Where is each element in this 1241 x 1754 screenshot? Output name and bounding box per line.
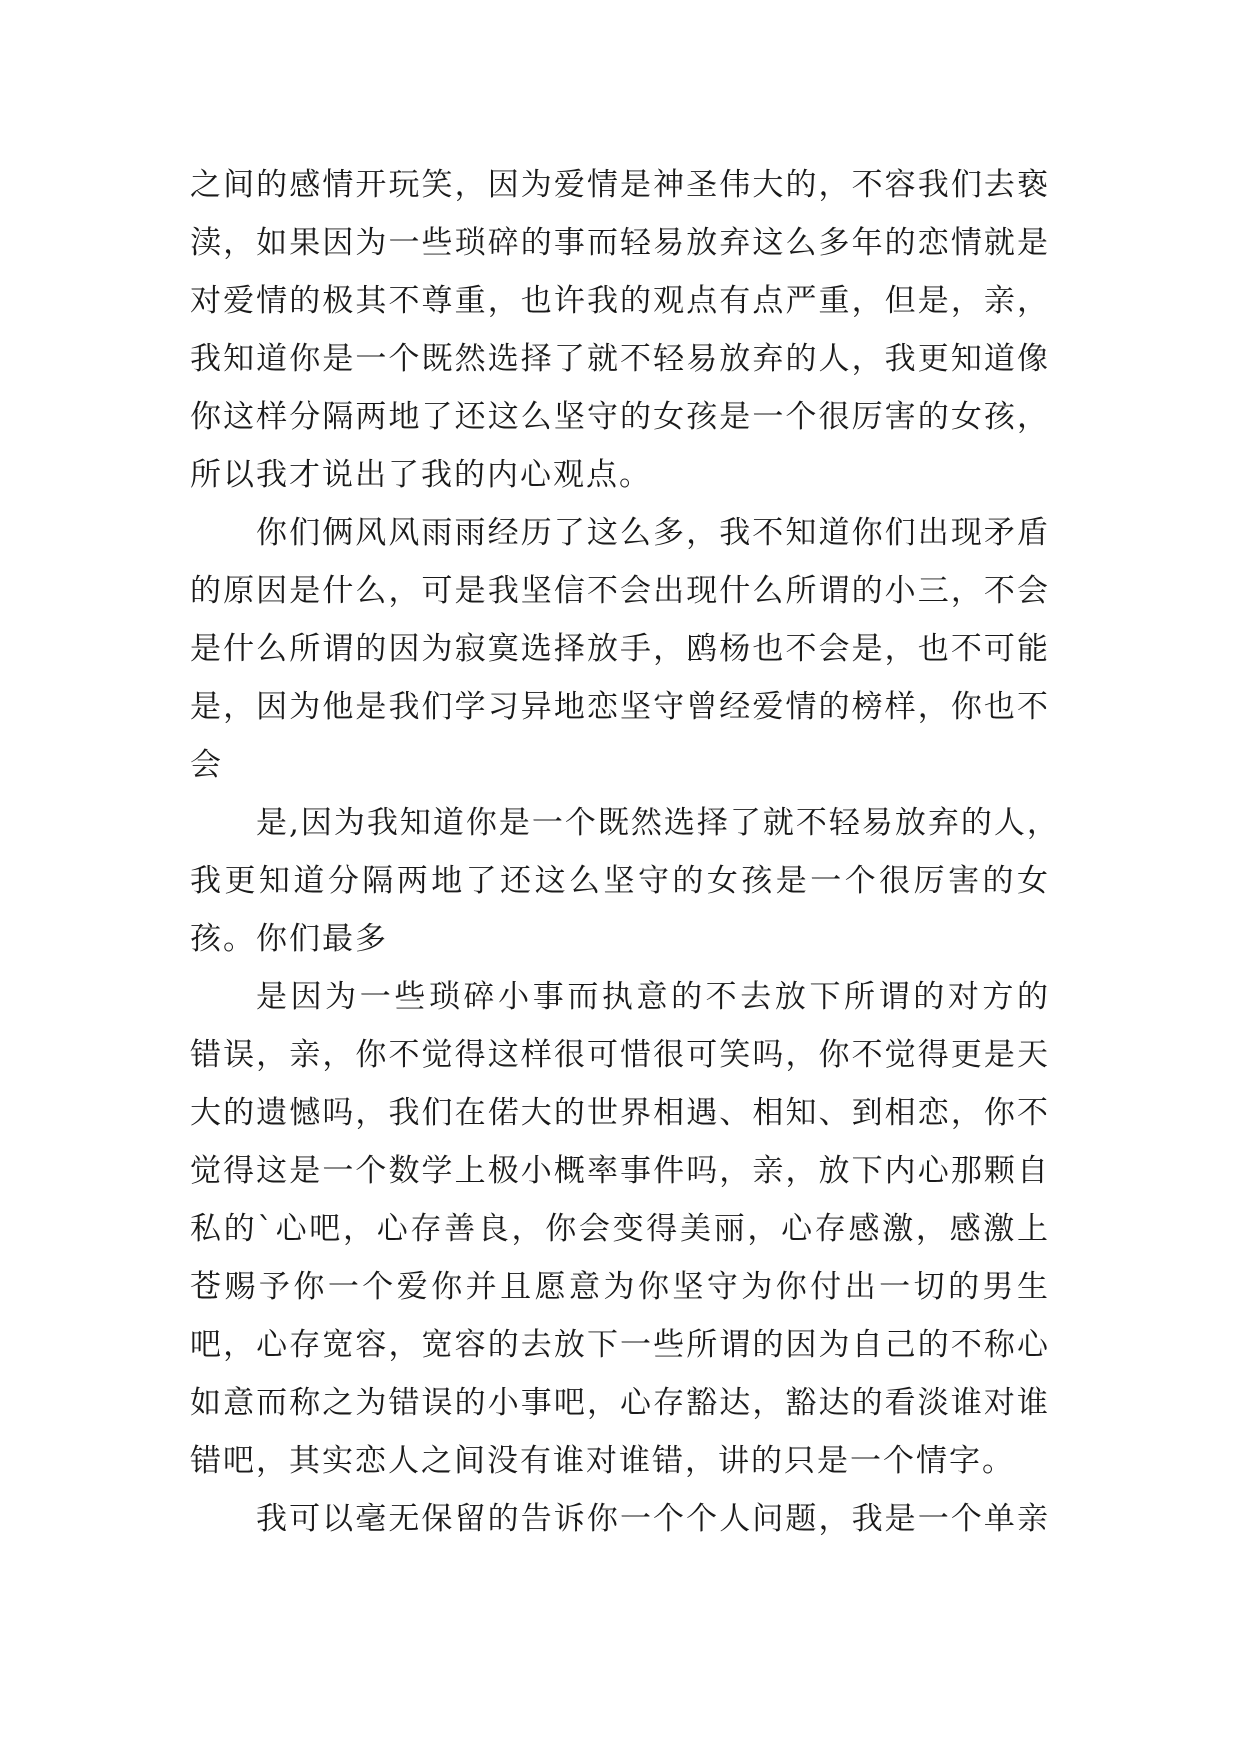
- text-line: 之间的感情开玩笑，因为爱情是神圣伟大的，不容我们去亵: [190, 167, 1050, 203]
- text-line: 是什么所谓的因为寂寞选择放手，鸥杨也不会是，也不可能: [190, 631, 1050, 667]
- text-line: 孩。你们最多: [190, 921, 388, 957]
- text-line: 对爱情的极其不尊重，也许我的观点有点严重，但是，亲，: [190, 283, 1050, 319]
- text-line: 大的遗憾吗，我们在偌大的世界相遇、相知、到相恋，你不: [190, 1095, 1050, 1131]
- text-line: 你这样分隔两地了还这么坚守的女孩是一个很厉害的女孩，: [190, 399, 1050, 435]
- paragraph-first-line: 我可以毫无保留的告诉你一个个人问题，我是一个单亲: [256, 1501, 1050, 1537]
- paragraph-first-line: 是,因为我知道你是一个既然选择了就不轻易放弃的人，: [256, 805, 1060, 841]
- text-line: 会: [190, 747, 223, 783]
- text-line: 错误，亲，你不觉得这样很可惜很可笑吗，你不觉得更是天: [190, 1037, 1050, 1073]
- text-line: 苍赐予你一个爱你并且愿意为你坚守为你付出一切的男生: [190, 1269, 1050, 1305]
- text-line: 渎，如果因为一些琐碎的事而轻易放弃这么多年的恋情就是: [190, 225, 1050, 261]
- text-line: 所以我才说出了我的内心观点。: [190, 457, 652, 493]
- paragraph-first-line: 是因为一些琐碎小事而执意的不去放下所谓的对方的: [256, 979, 1050, 1015]
- text-line: 是，因为他是我们学习异地恋坚守曾经爱情的榜样，你也不: [190, 689, 1050, 725]
- text-line: 觉得这是一个数学上极小概率事件吗，亲，放下内心那颗自: [190, 1153, 1050, 1189]
- text-line: 的原因是什么，可是我坚信不会出现什么所谓的小三，不会: [190, 573, 1050, 609]
- text-line: 我知道你是一个既然选择了就不轻易放弃的人，我更知道像: [190, 341, 1050, 377]
- text-line: 错吧，其实恋人之间没有谁对谁错，讲的只是一个情字。: [190, 1443, 1015, 1479]
- paragraph-first-line: 你们俩风风雨雨经历了这么多，我不知道你们出现矛盾: [256, 515, 1050, 551]
- text-line: 我更知道分隔两地了还这么坚守的女孩是一个很厉害的女: [190, 863, 1050, 899]
- text-line: 吧，心存宽容，宽容的去放下一些所谓的因为自己的不称心: [190, 1327, 1050, 1363]
- text-line: 如意而称之为错误的小事吧，心存豁达，豁达的看淡谁对谁: [190, 1385, 1050, 1421]
- text-line: 私的`心吧，心存善良，你会变得美丽，心存感激，感激上: [190, 1211, 1050, 1247]
